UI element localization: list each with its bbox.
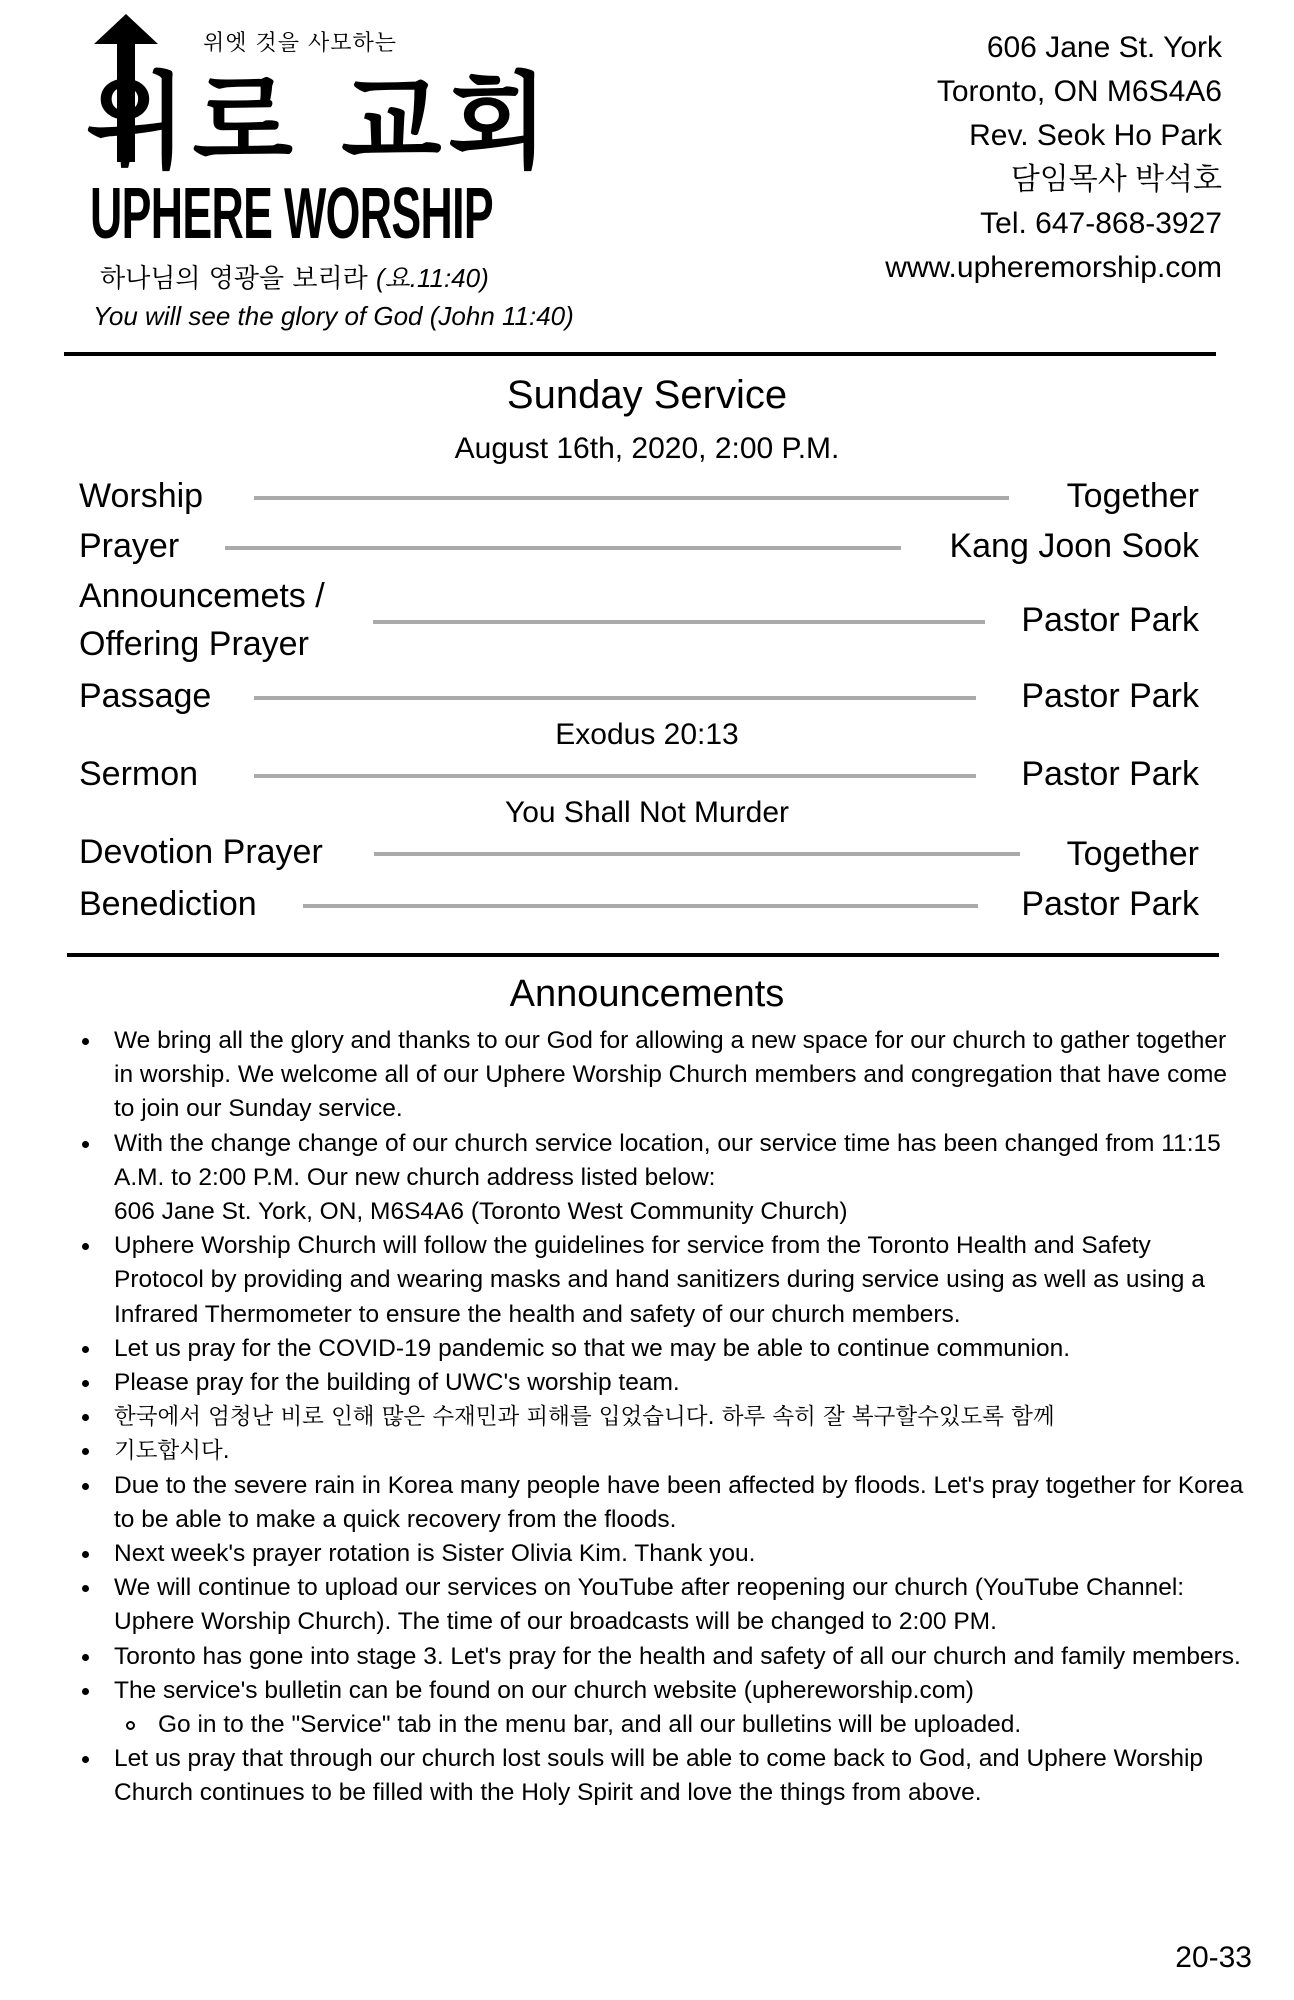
- sermon-title: You Shall Not Murder: [504, 796, 790, 829]
- service-item-value: Together: [1066, 477, 1199, 515]
- bullet-icon: [82, 1551, 89, 1558]
- pastor-korean: 담임목사 박석호: [1010, 163, 1222, 196]
- announcements-list: [76, 1024, 1246, 1811]
- service-item-devotion-prayer: [79, 832, 1199, 872]
- service-item-label: Passage: [79, 677, 212, 715]
- passage-reference: Exodus 20:13: [555, 718, 739, 751]
- service-item-label-line2: Offering Prayer: [79, 625, 309, 663]
- service-item-sermon: [79, 754, 1199, 794]
- pastor-english: Rev. Seok Ho Park: [969, 119, 1222, 152]
- service-date: August 16th, 2020, 2:00 P.M.: [454, 432, 840, 465]
- service-title: Sunday Service: [506, 373, 788, 417]
- bullet-icon: [82, 1654, 89, 1661]
- bullet-icon: [82, 1585, 89, 1592]
- logo-tagline: 위엣 것을 사모하는: [203, 31, 398, 56]
- verse-korean: [100, 262, 489, 294]
- leader-line: [225, 546, 901, 550]
- verse-korean-text: 하나님의 영광을 보리라: [100, 264, 368, 294]
- service-item-label: Worship: [79, 477, 204, 515]
- service-item-value: Pastor Park: [1021, 885, 1199, 923]
- announcement-item: Please pray for the building of UWC's worship team.: [76, 1366, 1246, 1400]
- announcement-item: Let us pray for the COVID-19 pandemic so that we may be able to continue communion.: [76, 1332, 1246, 1366]
- logo-english-name: UPHERE WORSHIP: [90, 174, 494, 254]
- address-line1: 606 Jane St. York: [986, 31, 1222, 64]
- service-item-worship: [79, 476, 1199, 516]
- announcement-subitem: Go in to the "Service" tab in the menu bar, and all our bulletins will be uploaded.: [76, 1708, 1246, 1742]
- announcement-item: Next week's prayer rotation is Sister Olivia Kim. Thank you.: [76, 1537, 1246, 1571]
- leader-line: [254, 696, 976, 700]
- verse-korean-ref: (요.11:40): [375, 263, 489, 293]
- bullet-icon: [82, 1243, 89, 1250]
- announcement-item: We bring all the glory and thanks to our God for allowing a new space for our church to gather together in worship. We welcome all of our Uphere Worship Church members and congregation that have come to join our Sunday service.: [76, 1024, 1246, 1127]
- page-number: 20-33: [1175, 1941, 1252, 1974]
- bullet-icon: [82, 1414, 89, 1421]
- bullet-icon: [82, 1688, 89, 1695]
- leader-line: [303, 904, 978, 908]
- verse-english: You will see the glory of God (John 11:40): [93, 301, 574, 331]
- announcement-item: Let us pray that through our church lost souls will be able to come back to God, and Uphere Worship Church continues to be filled with the Holy Spirit and love the things from above.: [76, 1742, 1246, 1810]
- bullet-icon: [82, 1038, 89, 1045]
- announcement-item: Toronto has gone into stage 3. Let's pray for the health and safety of all our church and family members.: [76, 1640, 1246, 1674]
- leader-line: [254, 774, 976, 778]
- announcement-item: We will continue to upload our services on YouTube after reopening our church (YouTube Channel: Uphere Worship Church). The time of our broadcasts will be changed to 2:00 PM.: [76, 1571, 1246, 1639]
- service-item-label: Benediction: [79, 885, 257, 923]
- phone: Tel. 647-868-3927: [980, 207, 1222, 240]
- divider-top: [64, 352, 1216, 356]
- bullet-icon: [82, 1448, 89, 1455]
- service-item-value: Pastor Park: [1021, 677, 1199, 715]
- bullet-icon: [82, 1346, 89, 1353]
- bullet-icon: [82, 1756, 89, 1763]
- bullet-icon: [82, 1380, 89, 1387]
- announcement-item: 한국에서 엄청난 비로 인해 많은 수재민과 피해를 입었습니다. 하루 속히 잘 복구할수있도록 함께: [76, 1400, 1246, 1434]
- service-item-value: Pastor Park: [1021, 755, 1199, 793]
- service-item-label: Announcemets /: [79, 577, 325, 615]
- service-item-prayer: [79, 526, 1199, 566]
- leader-line: [254, 496, 1009, 500]
- service-item-benediction: [79, 884, 1199, 924]
- logo-korean-name: 위로 교회: [86, 61, 555, 183]
- announcement-item: Due to the severe rain in Korea many people have been affected by floods. Let's pray together for Korea to be able to make a quick recovery from the floods.: [76, 1469, 1246, 1537]
- service-item-label: Prayer: [79, 527, 180, 565]
- announcement-item: The service's bulletin can be found on our church website (uphereworship.com): [76, 1674, 1246, 1708]
- service-item-value: Pastor Park: [1021, 601, 1199, 639]
- service-item-value: Kang Joon Sook: [949, 527, 1199, 565]
- announcement-item: Uphere Worship Church will follow the guidelines for service from the Toronto Health and Safety Protocol by providing and wearing masks and hand sanitizers during service using as well as using a Infrared Thermometer to ensure the health and safety of our church members.: [76, 1229, 1246, 1332]
- service-item-passage: [79, 676, 1199, 716]
- announcement-item: With the change change of our church service location, our service time has been changed from 11:15 A.M. to 2:00 P.M. Our new church address listed below: 606 Jane St. York, ON, M6S4A6 (Toronto West Community Church): [76, 1127, 1246, 1230]
- announcement-item: 기도합시다.: [76, 1434, 1246, 1468]
- contact-info: [885, 26, 1222, 290]
- service-item-label: Sermon: [79, 755, 199, 793]
- announcements-title: Announcements: [509, 973, 785, 1015]
- divider-middle: [67, 953, 1219, 957]
- service-item-announcements: [79, 576, 1199, 666]
- bullet-icon: [82, 1141, 89, 1148]
- leader-line: [373, 620, 985, 624]
- leader-line: [374, 852, 1020, 856]
- church-logo: [86, 12, 555, 254]
- service-item-value: Together: [1066, 835, 1199, 873]
- hollow-bullet-icon: [126, 1721, 135, 1730]
- address-line2: Toronto, ON M6S4A6: [936, 75, 1222, 108]
- bullet-icon: [82, 1483, 89, 1490]
- website-link[interactable]: www.upheremorship.com: [885, 251, 1222, 284]
- service-item-label: Devotion Prayer: [79, 833, 323, 871]
